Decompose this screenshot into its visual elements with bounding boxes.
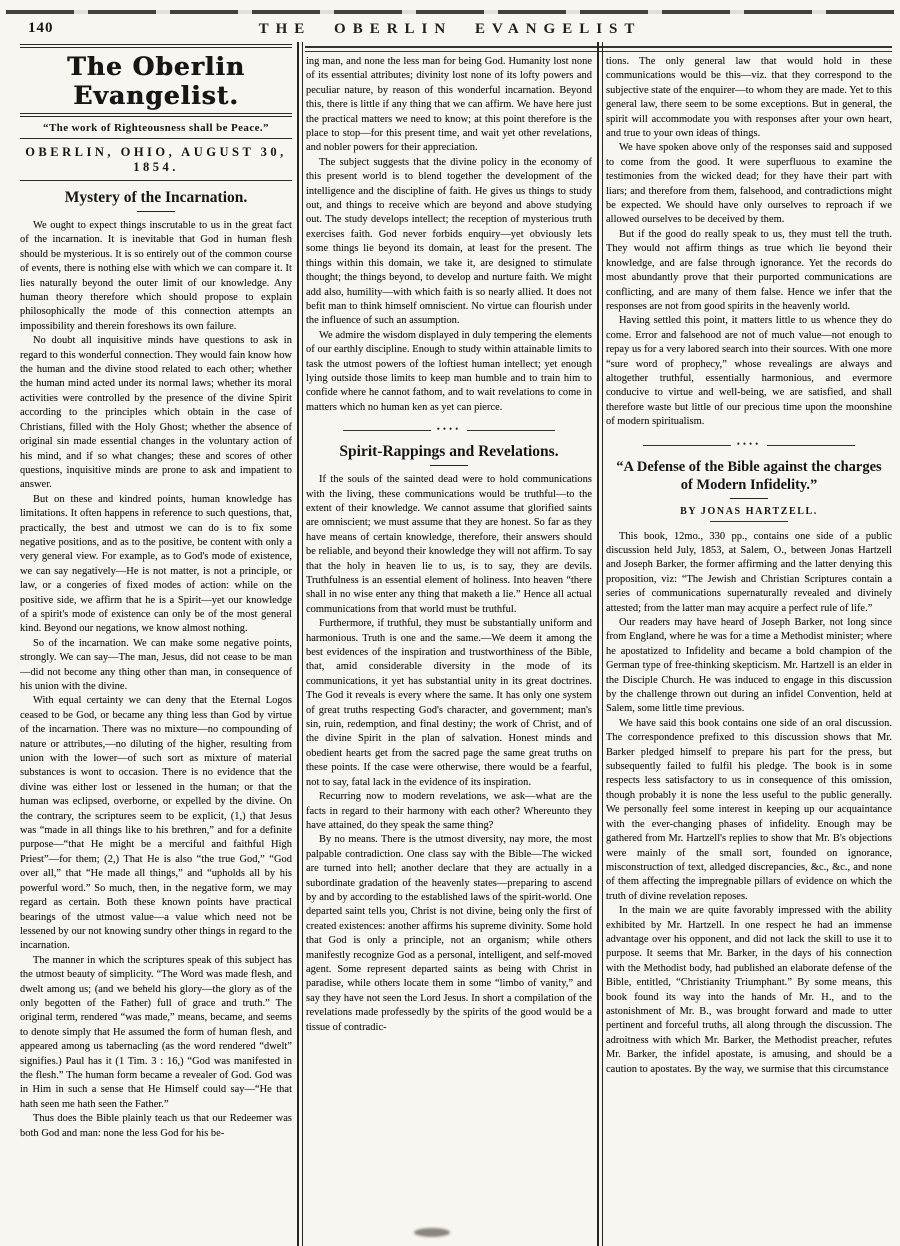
masthead-dateline: OBERLIN, OHIO, AUGUST 30, 1854. — [25, 145, 287, 174]
masthead-rule — [20, 113, 292, 117]
paragraph: ing man, and none the less man for being God. Humanity lost none of its essential attributes; divinity lost none of its lofty powers and peculiar nature, by reason of this wonderful incarnation. Beyond this, there is little if any thing that we can affirm. We have here just the practical matters we need to know; at this point therefore is the place to stop—for this present time, and wait yet other revelations, and nobler powers for their appreciation. — [306, 56, 592, 154]
article-byline-defense: BY JONAS HARTZELL. — [680, 505, 818, 517]
masthead-motto: “The work of Righteousness shall be Peace.” — [43, 122, 269, 134]
paragraph: This book, 12mo., 330 pp., contains one side of a public discussion held July, 1853, at Salem, O., between Jonas Hartzell and Joseph Barker, the former affirming and the latter denying this proposition, viz: “The Jewish and Christian Scriptures contain a series of communications supernaturally revealed and divinely attested; from the latter man may acquire a perfect rule of life.” — [606, 530, 892, 614]
column-layout — [20, 42, 892, 1246]
title-underline — [730, 498, 768, 499]
paragraph: By no means. There is the utmost diversity, nay more, the most palpable contradiction. One class say with the Bible—The wicked are turned into hell; another declare that they are actually in a subordinate gradation of the heavenly states—preparing to ascend by and by according to the established laws of the spirit-world. One departed saint tells you, Christ is not divine, being only the first of created existences: another affirms his supreme divinity. Some hold that God is only a principle, not an organism; while others manifestly recognize God as a personal, intelligent, and self-moved agent. Some represent departed saints as being with Christ in paradise, while others locate them in some “limbo of vanity,” and say they have not seen the Lord Jesus. In short a compilation of the revelations made professedly by the spirits of the good would be a tissue of contradic- — [306, 834, 592, 1033]
article-title-defense: “A Defense of the Bible against the charges of Modern Infidelity.” — [616, 458, 882, 493]
paragraph: The manner in which the scriptures speak of this subject has the utmost beauty of simplicity. “The Word was made flesh, and dwelt among us; (and we beheld his glory—the glory as of the only begotten of the Father) full of grace and truth.” The original term, rendered “was made,” means, became, and seems to denote simply that He assumed the form of human flesh, and appeared among us tabernacling (as the word rendered “dwelt” signifies.) Paul has it (1 Tim. 3 : 16,) “God was manifested in the flesh.” The human form became a revealer of God. God was in Him in such a sense that He Himself could say—“He that hath seen me hath seen the Father.” — [20, 954, 292, 1110]
paragraph: Our readers may have heard of Joseph Barker, not long since from England, where he was for a time a Methodist minister; where he apostatized to Infidelity and became a bold champion of the German type of free-thinking skepticism. Mr. Hartzell is an elder in the Disciple Church. He was induced to engage in this discussion by the challenge thrown out during an infidel Convention, held at Salem, some little time previous. — [606, 617, 892, 715]
ornament-line — [467, 430, 555, 431]
column-1 — [20, 42, 292, 1246]
byline-underline — [710, 521, 788, 522]
article-body-mystery — [20, 219, 292, 1141]
article-body-mystery-continued — [306, 55, 592, 415]
column-3 — [606, 42, 892, 1246]
ornament-line — [343, 430, 431, 431]
paragraph: We have spoken above only of the responses said and supposed to come from the good. It were superfluous to examine the testimonies from the wicked dead; for they have their part with liars; and therefore from them, falsehood, and contradictions might be expected. We should have only ourselves to reproach if we allowed ourselves to be deceived by them. — [606, 142, 892, 226]
masthead-rule — [20, 138, 292, 139]
paragraph: Having settled this point, it matters little to us whence they do come. Error and falsehood are not of much value—not enough to repay us for a very labored search into their sources. With one more “sure word of prophecy,” whose revealings are always and altogether truthful, essentially harmonious, and evermore conducive to virtue and well-being, we are satisfied, and shall therefore waste but little of our precious time upon the moonshine of modern spiritualism. — [606, 315, 892, 428]
ornament-dots-icon: •••• — [736, 438, 762, 449]
article-title-spirit-rappings: Spirit-Rappings and Revelations. — [339, 443, 559, 461]
paragraph: In the main we are quite favorably impressed with the ability exhibited by Mr. Hartzell. In one respect he had an immense advantage over his opponent, and did not lack the skill to use it to purpose. It seems that Mr. Barker, in the days of his connection with the Methodist body, had published an elaborate defense of the Bible, entitled, “Christianity Triumphant.” By some means, this book found its way into the hands of Mr. H., and to the astonishment of Mr. B., was brought forward and made to utter pertinent and forceful truths, all along through the discussion. The adroitness with which Mr. Barker, the Methodist preacher, refutes Mr. Barker, the infidel apostate, is amusing, and should be a caution to apostates. By the way, we surmise that this circumstance — [606, 905, 892, 1075]
ornament-line — [767, 445, 855, 446]
paragraph: The subject suggests that the divine policy in the economy of this present world is to blend together the development of the intelligence and the discipline of faith. He gives us things to study out, and things to receive which are beyond and above studying out. The study develops intellect; the reception of mysterious truth exercises faith. God never forbids enquiry—yet obviously lets some things lie beyond its domain, at least for the present. The things within this domain, we take it, are designed to stimulate thought; the things beyond, to develop and nurture faith. We might add also, humility—with which faith is so nearly allied. It does not befit man to think himself omniscient. No virtue can flourish under the influence of such an assumption. — [306, 156, 592, 327]
paragraph: But if the good do really speak to us, they must tell the truth. They would not affirm things as true which lie beyond their knowledge, and are false through ignorance. Yet the records do most abundantly prove that their purported communications are conflicting, and are many of them false. Hence we infer that the responses are not from good spirits in the heavenly world. — [606, 228, 892, 312]
column-2 — [306, 42, 592, 1246]
ornament-line — [643, 445, 731, 446]
paragraph: Thus does the Bible plainly teach us that our Redeemer was both God and man: none the less God for his be- — [20, 1113, 292, 1139]
paragraph: We have said this book contains one side of an oral discussion. The correspondence prefixed to this discussion shows that Mr. Barker pledged himself to prepare his part for the press, but subsequently failed to fulfil his pledge. The book is in some respects less satisfactory to us in consequence of this omission, though probably it is none the less useful to the public generally. We personally feel some interest in keeping up our acquaintance with the ever-changing phases of infidelity. Enough may be gathered from Mr. Hartzell's replies to show that Mr. B's objections were mainly of the small sort, founded on ignorance, misconstruction of text, alledged discrepancies, &c., &c., and none of them affecting the impregnable pillars of evidence on which the truth of divine revelation reposes. — [606, 717, 892, 902]
paragraph: With equal certainty we can deny that the Eternal Logos ceased to be God, or became any thing less than God by virtue of the incarnation. There was no mixture—no compounding of nature or attributes,—no diluting of the higher, resulting from union with the lower—of such sort as mixture of material substances is wont to occasion. There is no evidence that the divine was either lost or lessened in the human; or that the human was eclipsed, overborne, or expelled by the divine. On the contrary, the scriptures seem to be explicit, (1,) that Jesus was “made in all things like to his brethren,” and for a definite purpose—“that He might be a merciful and faithful High Priest”—for them; (2,) That He is also “the true God,” “God over all,” that “He made all things,” and “upholds all by his powerful word.” So much, then, in the negative form, we may regard as certain. Both these known points have practical bearings of the utmost value—a value which need not be lessened by our not knowing sundry other things in regard to the incarnation. — [20, 695, 292, 952]
paragraph: If the souls of the sainted dead were to hold communications with the living, these communications would be truthful—to the extent of their knowledge. We cannot assume that glorified saints are omniscient; we must assume that they are honest. So far as they have means of certain knowledge, therefore, their answers should be reliable, and beyond their knowledge they will not affirm. To say that the holy in heaven lie to us, is to say, they are devils. Truthfulness is an essential element of holiness. Into heaven “there shall in no wise enter any thing that maketh a lie.” Hence all actual communications from that world must be truthful. — [306, 474, 592, 615]
article-body-defense — [606, 530, 892, 1077]
paragraph: No doubt all inquisitive minds have questions to ask in regard to this wonderful connection. They would fain know how the human and the divine stood related to each other; whether the human mind acted under its normal laws; whether its moral activities were controlled by the presence of the divine Spirit according to the principles which obtain in the case of Christians, filled with the Holy Ghost; whether the absence of original sin made essential changes in the voluntary action of his mind, and if so what changes; these and scores of other questions, inquisitive minds are prone to ask and impatient to answer. — [20, 335, 292, 491]
ornament-dots-icon: •••• — [436, 424, 462, 435]
masthead-rule — [20, 44, 292, 48]
title-underline — [430, 465, 468, 466]
paragraph: But on these and kindred points, human knowledge has limitations. It often happens in reference to such questions, that, practically, the best and utmost we can do is to fix some negative positions, and as to the positive, be content with only a very general view. For example, as to God's mode of existence, we can say negatively—He is not matter, is not a principle, or law, or a congeries of fixed modes of action: while on the positive side, we affirm that he is a Spirit—yet our knowledge of a spirit's mode of existence can only be of the most general kind. Beyond our negations, we know almost nothing. — [20, 493, 292, 635]
section-divider-ornament — [643, 438, 855, 450]
paragraph: We admire the wisdom displayed in duly tempering the elements of our earthly discipline. Enough to study within attainable limits to task the utmost powers of the loftiest human intellect; yet enough lying outside those limits to keep man humble and to train him to confide where he cannot fathom, and to wait revelations to come in matters which no human ken as yet can pierce. — [306, 329, 592, 413]
paragraph: Recurring now to modern revelations, we ask—what are the facts in regard to their harmony with each other? Whereunto they have attained, do they speak the same thing? — [306, 791, 592, 831]
title-underline — [137, 211, 175, 212]
printers-mark-smudge — [414, 1228, 450, 1237]
article-body-spirit-rappings-continued — [606, 55, 892, 430]
paragraph: So of the incarnation. We can make some negative points, strongly. We can say—The man, Jesus, did not cease to be man—did not become any thing other than man, in consequence of his union with the divine. — [20, 637, 292, 692]
masthead-title: The Oberlin Evangelist. — [67, 52, 245, 110]
masthead-rule — [20, 180, 292, 181]
column-divider — [592, 42, 606, 1246]
page-number: 140 — [28, 20, 54, 36]
top-border-rule — [6, 10, 894, 14]
paragraph: tions. The only general law that would hold in these communications would be this—viz. that they correspond to the subjective state of the enquirer—to whom they are made. Yet to this general law, there seem to be some exceptions. But in general, the spirit will accommodate you with responses after your own heart, and true to your own ideas of things. — [606, 56, 892, 140]
paragraph: We ought to expect things inscrutable to us in the great fact of the incarnation. It is inevitable that God in human flesh should be mysterious. It is so entirely out of the common course of events, there is nothing else with which we can compare it. It lies naturally beyond the outer limit of our knowledge. Any human theory therefore which should propose to explain philosophically the mode of this connection attempts an impossibility and therein foreshows its own failure. — [20, 220, 292, 332]
running-head: THE OBERLIN EVANGELIST — [258, 21, 642, 37]
column-divider — [292, 42, 306, 1246]
article-body-spirit-rappings — [306, 473, 592, 1035]
article-title-mystery: Mystery of the Incarnation. — [64, 189, 248, 206]
paragraph: Furthermore, if truthful, they must be substantially uniform and harmonious. Truth is one and the same.—We deem it among the best evidences of the inspiration and trustworthiness of the Bible, that, amid considerable diversity in the mode of its communications, it yet has substantial unity in its great doctrines. The God it reveals is every where the same. It has only one system of great truths respecting God's character, and government; man's sin, ruin, redemption, and final destiny; the work of Christ, and of the divine Spirit in the plan of salvation. Honest minds and obedient hearts get from the sacred page the same great truths on these points. If the case were otherwise, there would be a fearful, not to say, fatal lack in the evidence of its inspiration. — [306, 618, 592, 788]
section-divider-ornament — [343, 426, 555, 435]
masthead — [20, 44, 292, 181]
